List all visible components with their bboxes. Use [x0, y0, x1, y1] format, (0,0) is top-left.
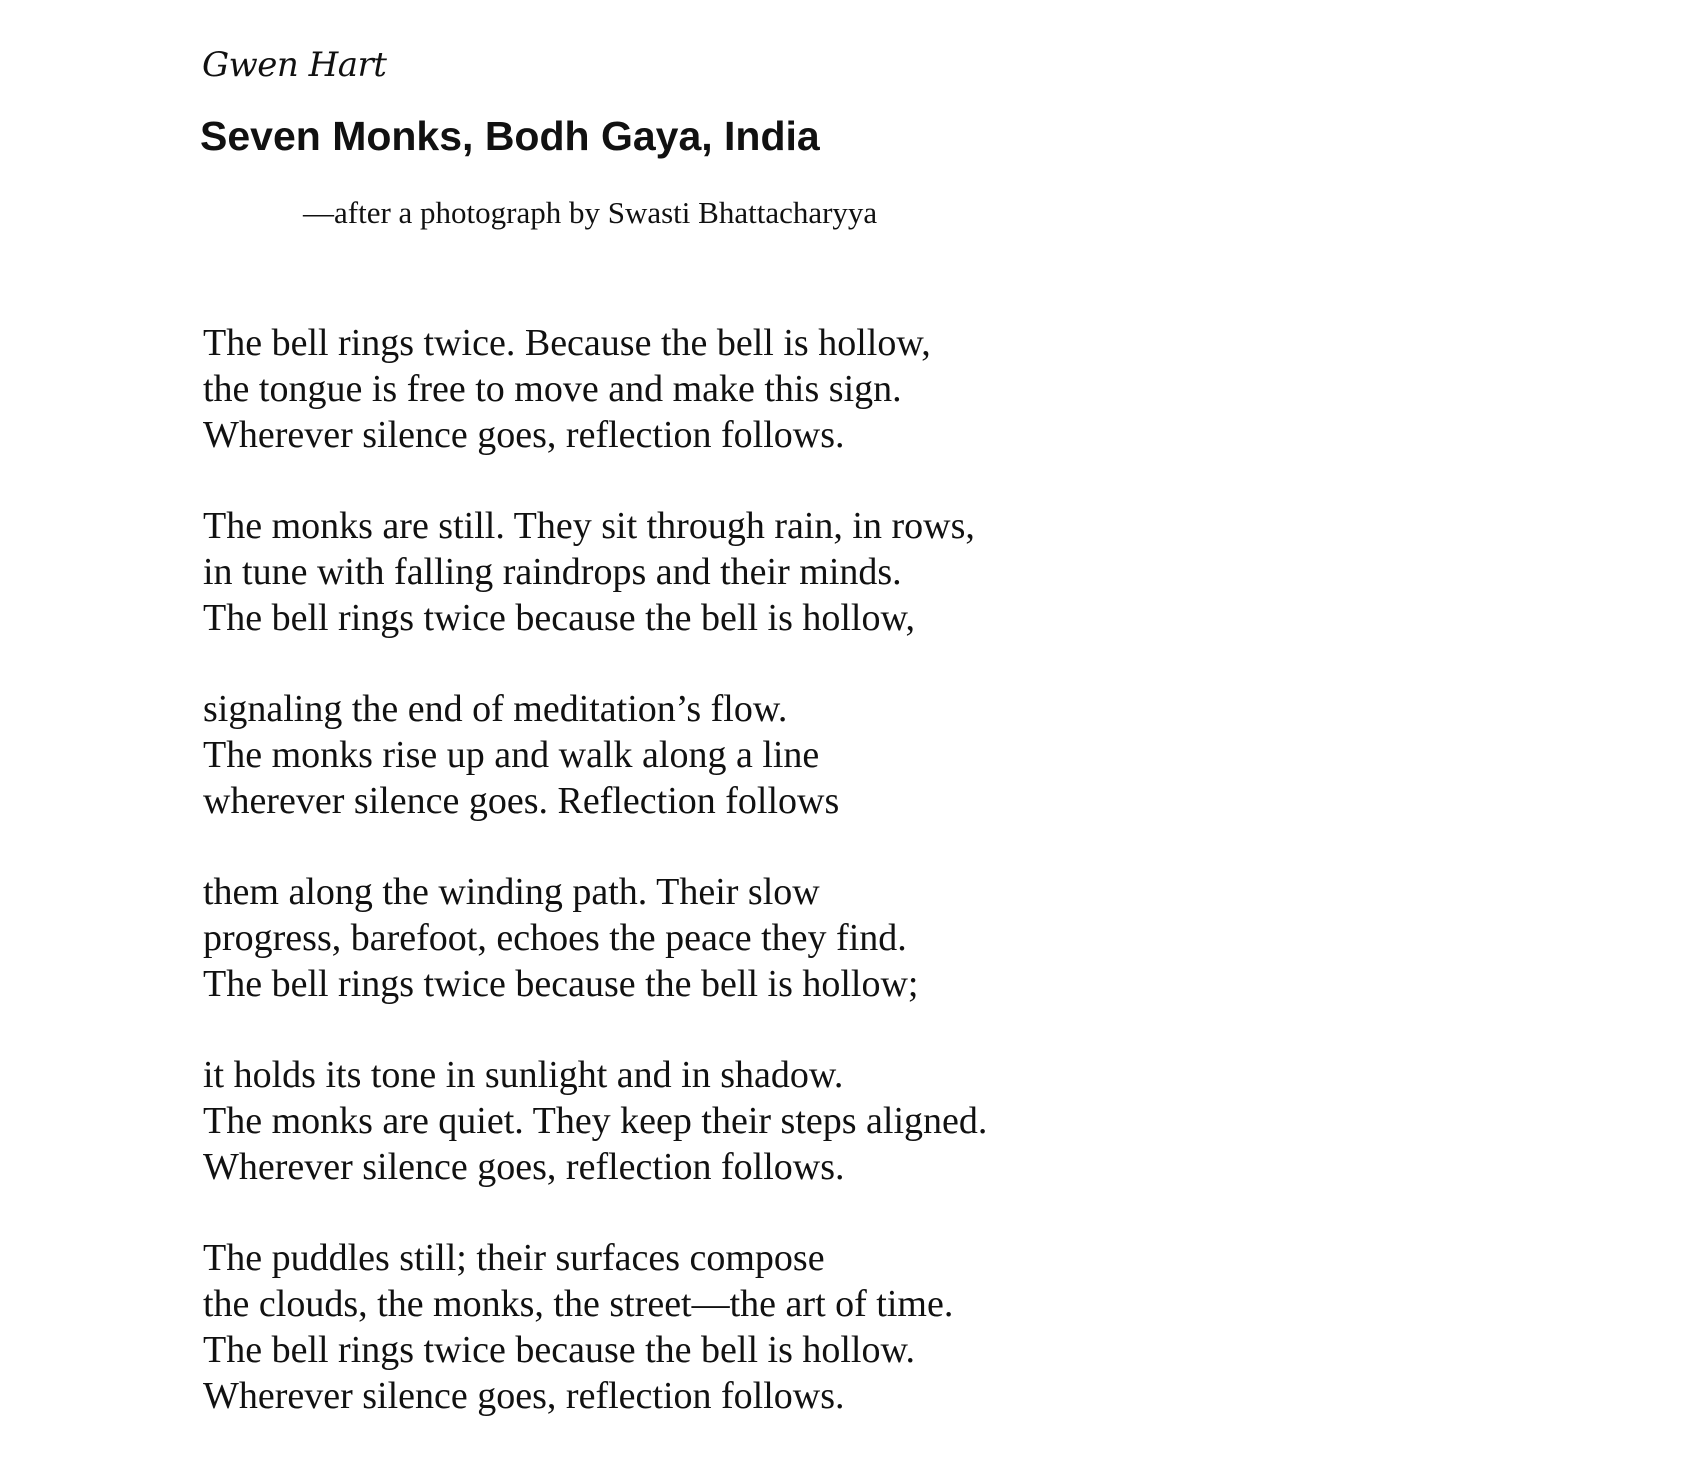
poem-body [203, 320, 987, 1464]
poem-line: The bell rings twice. Because the bell is hollow, [203, 322, 931, 364]
poem-line: The bell rings twice because the bell is hollow. [203, 1329, 915, 1371]
author-name: Gwen Hart [202, 45, 387, 85]
epigraph: —after a photograph by Swasti Bhattacharyya [303, 195, 878, 230]
poem-line: Wherever silence goes, reflection follows. [203, 414, 845, 456]
stanza-5 [203, 1052, 987, 1190]
poem-line: the clouds, the monks, the street—the art of time. [203, 1283, 954, 1325]
stanza-2 [203, 503, 987, 641]
poem-line: it holds its tone in sunlight and in shadow. [203, 1054, 844, 1096]
poem-title: Seven Monks, Bodh Gaya, India [200, 113, 820, 159]
poem-line: The monks are still. They sit through rain, in rows, [203, 505, 975, 547]
poem-line: The bell rings twice because the bell is hollow, [203, 597, 915, 639]
poem-line: wherever silence goes. Reflection follows [203, 780, 840, 822]
stanza-1 [203, 320, 987, 458]
poem-line: Wherever silence goes, reflection follows. [203, 1375, 845, 1417]
stanza-3 [203, 686, 987, 824]
poem-line: them along the winding path. Their slow [203, 871, 820, 913]
poem-line: in tune with falling raindrops and their minds. [203, 551, 902, 593]
poem-line: The monks rise up and walk along a line [203, 734, 820, 776]
poem-line: progress, barefoot, echoes the peace they find. [203, 917, 907, 959]
stanza-4 [203, 869, 987, 1007]
poem-line: The bell rings twice because the bell is hollow; [203, 963, 919, 1005]
poem-line: The puddles still; their surfaces compose [203, 1237, 825, 1279]
poem-line: Wherever silence goes, reflection follows. [203, 1146, 845, 1188]
poem-line: signaling the end of meditation’s flow. [203, 688, 788, 730]
stanza-6 [203, 1235, 987, 1419]
poem-line: the tongue is free to move and make this sign. [203, 368, 902, 410]
poem-line: The monks are quiet. They keep their steps aligned. [203, 1100, 988, 1142]
